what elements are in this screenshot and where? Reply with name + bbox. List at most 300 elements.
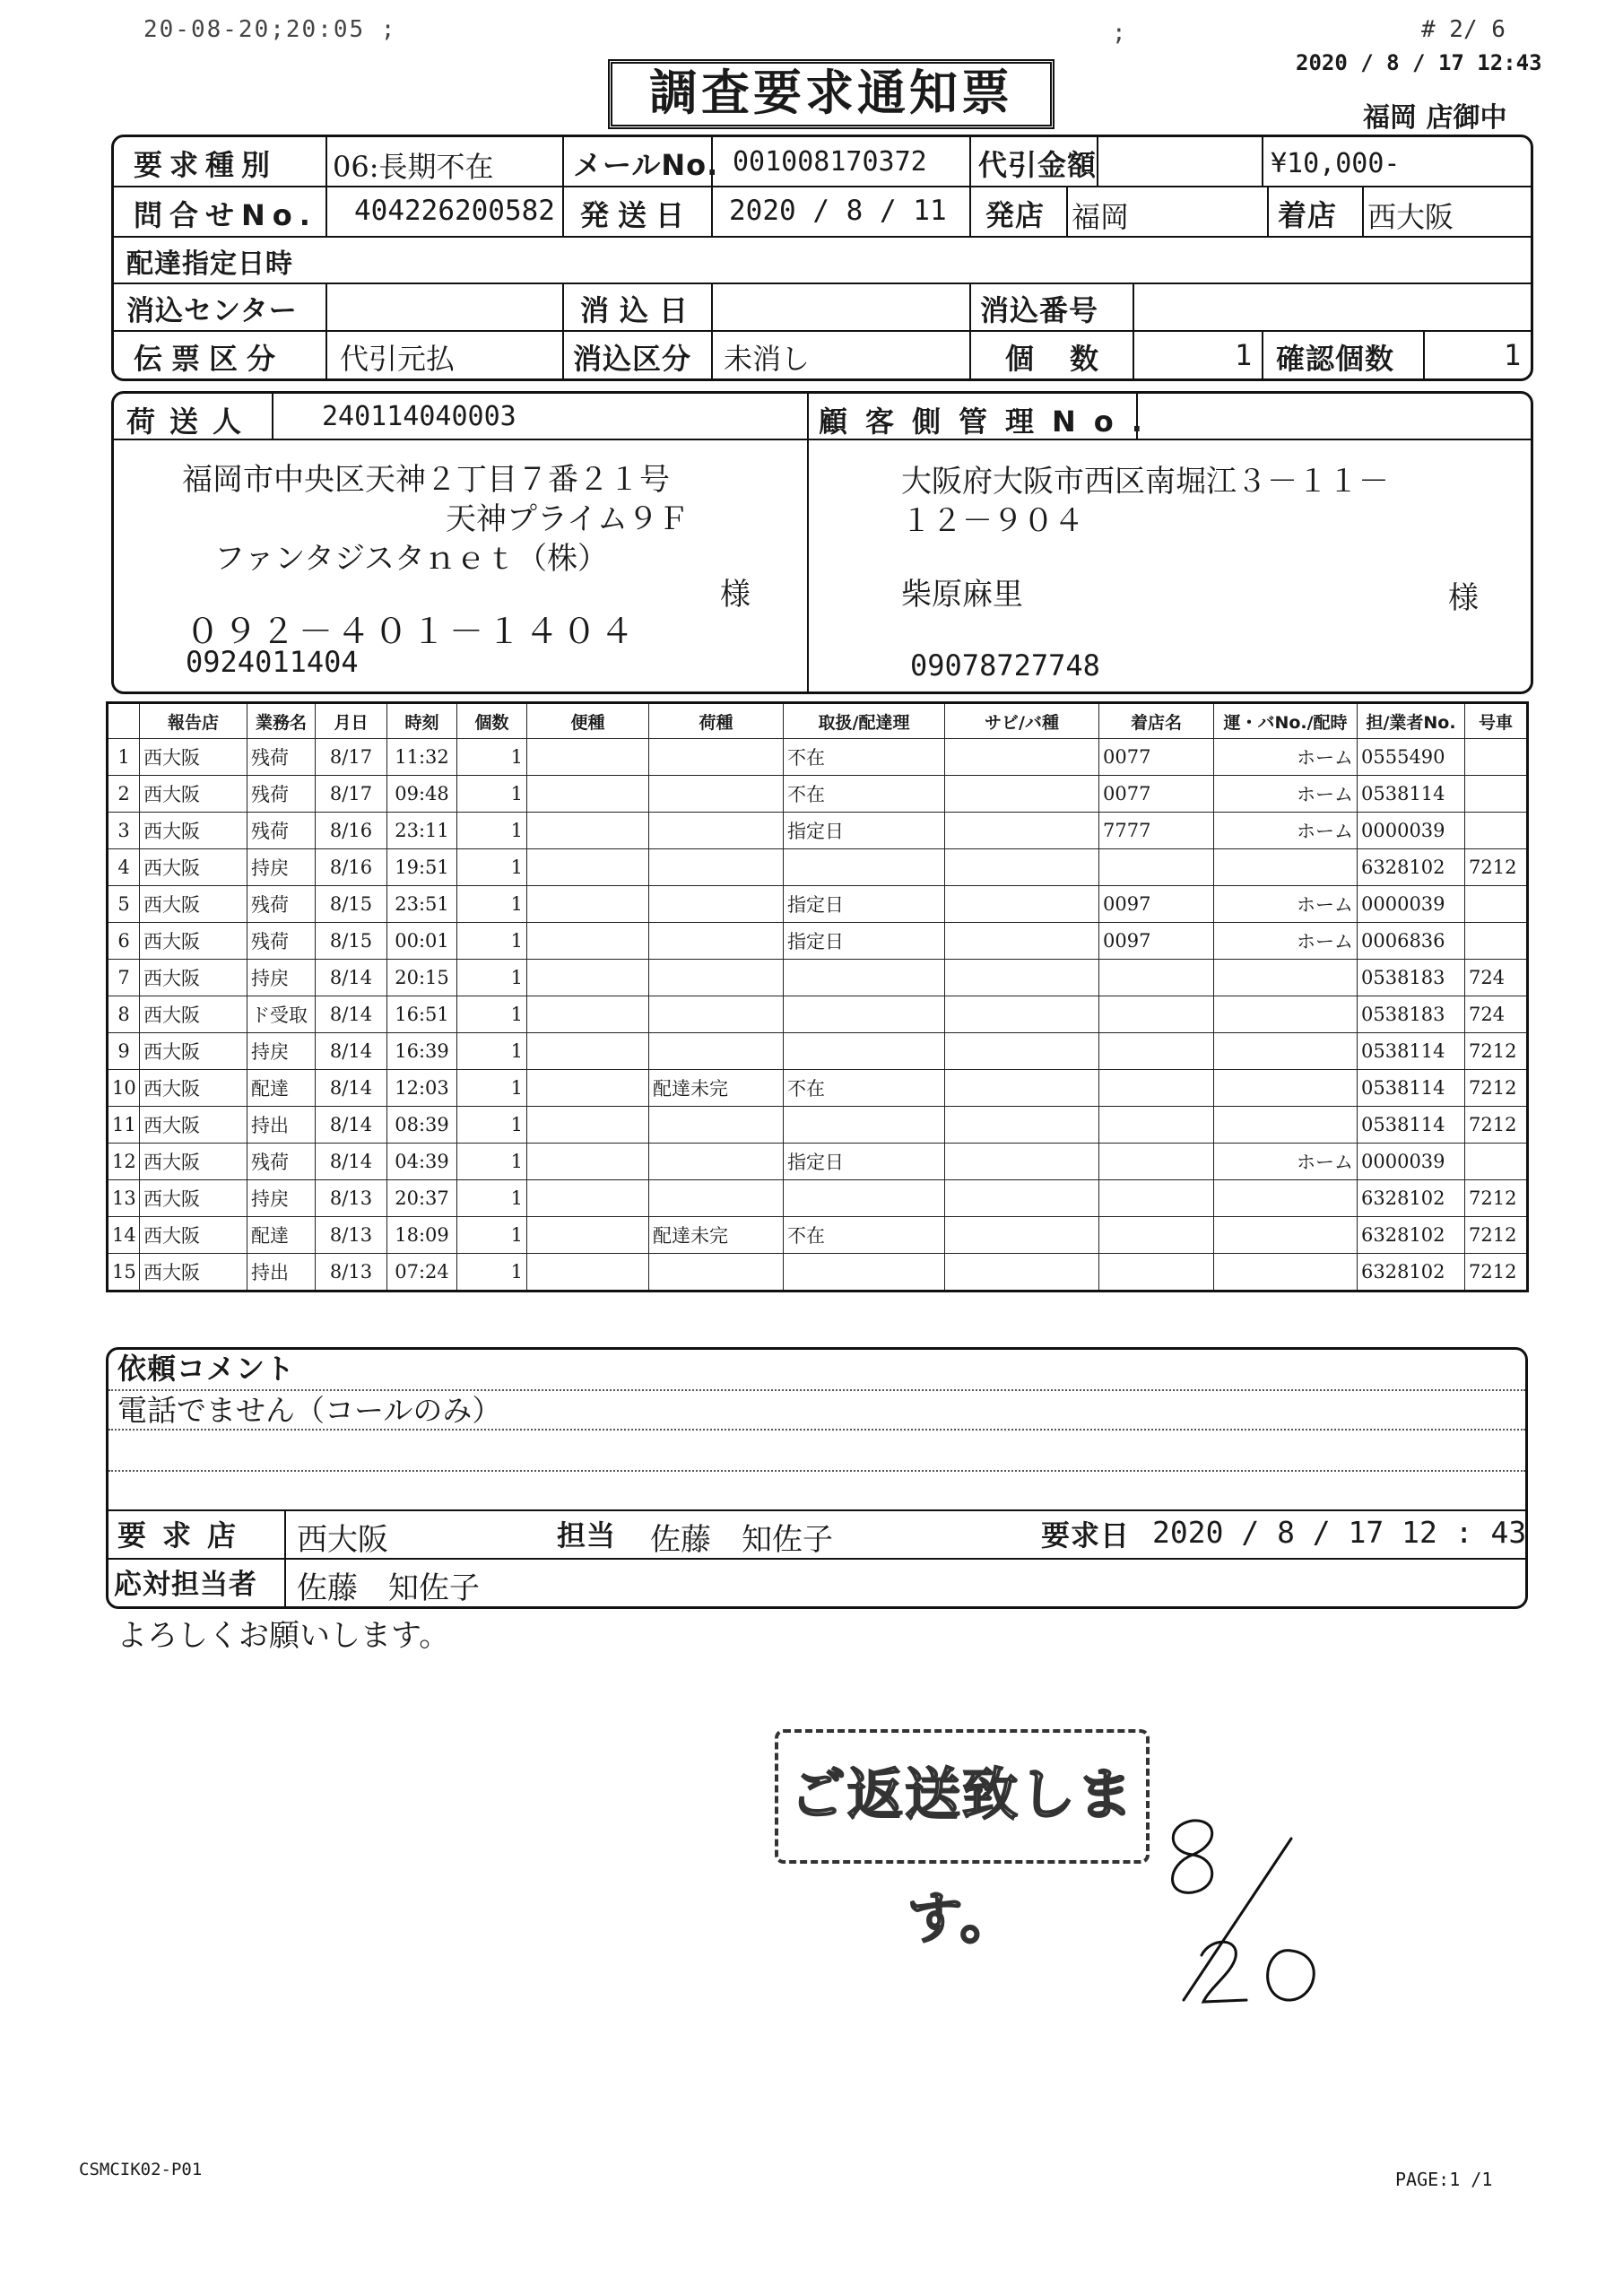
slip-type-label: 伝票区分 [134, 342, 285, 376]
table-cell [649, 996, 784, 1033]
table-cell [945, 1070, 1099, 1107]
table-cell: 8/17 [316, 739, 387, 776]
table-cell [1214, 1107, 1358, 1144]
table-cell [527, 996, 649, 1033]
table-cell: 残荷 [247, 923, 316, 960]
table-cell [1099, 1217, 1214, 1254]
table-cell [1465, 739, 1528, 776]
table-cell: 配達未完 [649, 1070, 784, 1107]
table-cell [527, 813, 649, 849]
table-row [108, 739, 1528, 776]
table-header-cell: 荷種 [649, 703, 784, 739]
table-cell: 指定日 [784, 813, 945, 849]
table-cell: 1 [457, 1033, 527, 1070]
table-cell [1099, 1070, 1214, 1107]
table-cell: 11:32 [387, 739, 457, 776]
closing-note: よろしくお願いします。 [117, 1618, 450, 1654]
table-header-cell: サビ/バ種 [945, 703, 1099, 739]
shipper-name: ファンタジスタｎｅｔ（株） [214, 541, 608, 577]
table-cell: 20:15 [387, 960, 457, 996]
table-cell [527, 1070, 649, 1107]
table-cell [1214, 1217, 1358, 1254]
table-cell: 西大阪 [140, 996, 247, 1033]
table-cell: ホーム [1214, 739, 1358, 776]
origin-store-value: 福岡 [1072, 200, 1130, 234]
shipper-code: 240114040003 [322, 401, 516, 432]
table-cell: 西大阪 [140, 886, 247, 923]
table-cell [945, 739, 1099, 776]
table-row [108, 960, 1528, 996]
table-row [108, 1033, 1528, 1070]
table-cell: 0538114 [1358, 1070, 1465, 1107]
table-cell: ホーム [1214, 776, 1358, 813]
shipper-honorific: 様 [720, 577, 751, 613]
table-cell: 7 [108, 960, 140, 996]
table-cell [1099, 1033, 1214, 1070]
table-cell: 6328102 [1358, 849, 1465, 886]
cod-amount-label: 代引金額 [978, 148, 1098, 182]
fax-transmission-line: 20-08-20;20:05 ; [143, 16, 397, 43]
table-cell: 持出 [247, 1254, 316, 1292]
confirm-count-value: 1 [1504, 338, 1522, 372]
table-cell [1214, 1254, 1358, 1292]
table-cell: 西大阪 [140, 1217, 247, 1254]
table-cell: 1 [457, 996, 527, 1033]
consignee-phone: 09078727748 [910, 648, 1100, 683]
request-comment-label: 依頼コメント [117, 1352, 296, 1386]
table-cell: 6328102 [1358, 1180, 1465, 1217]
table-cell [527, 1217, 649, 1254]
request-type-value: 06:長期不在 [333, 150, 494, 184]
table-cell: 0000039 [1358, 1144, 1465, 1180]
table-cell [1099, 996, 1214, 1033]
table-cell: ホーム [1214, 886, 1358, 923]
table-cell: 持戻 [247, 849, 316, 886]
table-cell: 1 [457, 1144, 527, 1180]
table-cell: 不在 [784, 1070, 945, 1107]
fax-separator: ; [1112, 20, 1126, 47]
request-comment-line1: 電話でません（コールのみ） [117, 1393, 502, 1428]
table-cell [649, 1107, 784, 1144]
table-cell: 8/17 [316, 776, 387, 813]
table-cell [1099, 1254, 1214, 1292]
clear-type-label: 消込区分 [573, 342, 692, 376]
table-cell: 8/15 [316, 923, 387, 960]
table-cell [649, 1180, 784, 1217]
table-cell: ホーム [1214, 923, 1358, 960]
table-cell: 04:39 [387, 1144, 457, 1180]
table-cell: 不在 [784, 739, 945, 776]
table-cell: 配達 [247, 1217, 316, 1254]
table-row [108, 1217, 1528, 1254]
table-cell: 8/16 [316, 813, 387, 849]
table-cell [1214, 996, 1358, 1033]
table-cell [1214, 960, 1358, 996]
table-cell: 18:09 [387, 1217, 457, 1254]
table-cell: 16:51 [387, 996, 457, 1033]
table-cell [527, 739, 649, 776]
table-row [108, 1144, 1528, 1180]
delivery-spec-label: 配達指定日時 [126, 248, 293, 280]
table-cell: 6 [108, 923, 140, 960]
table-cell: ホーム [1214, 813, 1358, 849]
table-row [108, 1107, 1528, 1144]
table-cell: 7212 [1465, 1070, 1528, 1107]
table-cell: 7212 [1465, 849, 1528, 886]
table-cell [1214, 1070, 1358, 1107]
table-cell: 西大阪 [140, 1254, 247, 1292]
table-header-cell: 着店名 [1099, 703, 1214, 739]
table-cell: 西大阪 [140, 1144, 247, 1180]
table-cell: 持戻 [247, 1180, 316, 1217]
table-header-cell: 便種 [527, 703, 649, 739]
table-cell: 8/16 [316, 849, 387, 886]
inquiry-no-label: 問合せNo. [134, 198, 317, 232]
count-label: 個数 [1005, 342, 1135, 376]
table-cell: 12 [108, 1144, 140, 1180]
table-cell [1214, 1033, 1358, 1070]
table-cell: 西大阪 [140, 1070, 247, 1107]
shipper-address-line2: 天神プライム９Ｆ [446, 501, 689, 537]
tracking-log-table [106, 701, 1529, 1292]
request-date-value: 2020 / 8 / 17 12 : 43 [1152, 1515, 1527, 1550]
table-row [108, 886, 1528, 923]
table-cell: 19:51 [387, 849, 457, 886]
responder-label: 応対担当者 [114, 1569, 257, 1601]
table-cell: 1 [457, 849, 527, 886]
table-cell: 6328102 [1358, 1217, 1465, 1254]
table-row [108, 849, 1528, 886]
table-cell [649, 776, 784, 813]
table-cell: 0097 [1099, 886, 1214, 923]
table-cell: 5 [108, 886, 140, 923]
table-cell: 1 [457, 886, 527, 923]
table-cell: 残荷 [247, 1144, 316, 1180]
table-cell: 1 [457, 1254, 527, 1292]
ship-date-label: 発送日 [580, 198, 694, 232]
table-cell [1214, 849, 1358, 886]
table-cell: 14 [108, 1217, 140, 1254]
table-cell [784, 960, 945, 996]
table-cell: 残荷 [247, 776, 316, 813]
table-cell [945, 1254, 1099, 1292]
table-row [108, 813, 1528, 849]
table-cell [527, 1180, 649, 1217]
table-cell: 09:48 [387, 776, 457, 813]
table-cell [649, 1254, 784, 1292]
table-cell: 8/15 [316, 886, 387, 923]
table-cell: 8 [108, 996, 140, 1033]
request-date-label: 要求日 [1041, 1518, 1131, 1552]
table-cell [945, 849, 1099, 886]
table-header-cell: 時刻 [387, 703, 457, 739]
table-cell [649, 1144, 784, 1180]
table-cell: 1 [457, 1217, 527, 1254]
table-cell [649, 886, 784, 923]
table-cell: 西大阪 [140, 1033, 247, 1070]
table-cell [945, 1033, 1099, 1070]
consignee-honorific: 様 [1448, 580, 1479, 616]
table-cell: 指定日 [784, 886, 945, 923]
table-cell: 724 [1465, 960, 1528, 996]
table-cell: 1 [457, 960, 527, 996]
table-row [108, 1070, 1528, 1107]
clear-no-label: 消込番号 [980, 293, 1099, 327]
table-cell: 0538114 [1358, 1107, 1465, 1144]
table-cell [1465, 813, 1528, 849]
staff-label: 担当 [557, 1518, 617, 1552]
table-cell: 8/13 [316, 1217, 387, 1254]
table-cell [784, 849, 945, 886]
table-cell: 0000039 [1358, 886, 1465, 923]
table-cell [527, 776, 649, 813]
table-cell: 11 [108, 1107, 140, 1144]
confirm-count-label: 確認個数 [1276, 342, 1395, 376]
table-cell: 7212 [1465, 1217, 1528, 1254]
table-cell: 7212 [1465, 1107, 1528, 1144]
table-cell [1465, 776, 1528, 813]
clear-type-value: 未消し [724, 342, 811, 376]
table-cell: 724 [1465, 996, 1528, 1033]
table-cell: 西大阪 [140, 1107, 247, 1144]
table-cell [527, 960, 649, 996]
table-cell [649, 849, 784, 886]
table-header-cell: 月日 [316, 703, 387, 739]
table-cell: 2 [108, 776, 140, 813]
destination-store-label: 着店 [1278, 198, 1338, 232]
inquiry-no-value: 404226200582 [354, 195, 555, 227]
table-row [108, 1180, 1528, 1217]
form-id: CSMCIK02-P01 [79, 2160, 203, 2179]
table-cell: 不在 [784, 1217, 945, 1254]
table-header-cell: 個数 [457, 703, 527, 739]
table-cell: 3 [108, 813, 140, 849]
table-cell: 8/14 [316, 960, 387, 996]
table-cell: 0006836 [1358, 923, 1465, 960]
table-cell: 持戻 [247, 1033, 316, 1070]
table-cell [649, 1033, 784, 1070]
table-cell [1465, 1144, 1528, 1180]
table-cell [784, 1033, 945, 1070]
table-row [108, 923, 1528, 960]
table-cell: 西大阪 [140, 776, 247, 813]
table-cell: 23:11 [387, 813, 457, 849]
table-cell: ホーム [1214, 1144, 1358, 1180]
table-cell: 指定日 [784, 923, 945, 960]
table-header-cell [108, 703, 140, 739]
table-cell: 0555490 [1358, 739, 1465, 776]
customer-mgmt-no-label: 顧客側管理No. [819, 404, 1160, 439]
table-cell [784, 996, 945, 1033]
return-stamp: ご返送致します。 [775, 1729, 1150, 1864]
address-box [111, 391, 1533, 694]
table-cell [784, 1180, 945, 1217]
page-number: PAGE:1 /1 [1395, 2169, 1493, 2190]
table-cell: 10 [108, 1070, 140, 1107]
table-cell [1099, 1144, 1214, 1180]
table-cell: 0097 [1099, 923, 1214, 960]
table-cell: 8/14 [316, 1033, 387, 1070]
staff-value: 佐藤 知佐子 [650, 1522, 833, 1558]
addressee-store: 福岡 店御中 [1363, 102, 1507, 134]
table-cell: 8/14 [316, 1070, 387, 1107]
table-cell [945, 996, 1099, 1033]
table-cell: 8/14 [316, 1107, 387, 1144]
table-cell [649, 739, 784, 776]
table-cell: 西大阪 [140, 1180, 247, 1217]
table-cell: 1 [457, 923, 527, 960]
table-cell [784, 1107, 945, 1144]
table-cell: 7777 [1099, 813, 1214, 849]
table-cell [527, 1144, 649, 1180]
requesting-store-value: 西大阪 [297, 1522, 388, 1558]
table-cell: 0077 [1099, 739, 1214, 776]
document-title: 調査要求通知票 [608, 59, 1055, 129]
table-cell: 0538183 [1358, 996, 1465, 1033]
table-cell: 配達 [247, 1070, 316, 1107]
table-cell [649, 813, 784, 849]
request-type-label: 要求種別 [134, 148, 278, 182]
table-cell: 持出 [247, 1107, 316, 1144]
table-cell [945, 813, 1099, 849]
requesting-store-label: 要求店 [117, 1518, 253, 1552]
request-info-box [111, 135, 1533, 381]
table-cell: 配達未完 [649, 1217, 784, 1254]
comment-box [106, 1347, 1528, 1609]
shipper-address-line1: 福岡市中央区天神２丁目７番２１号 [182, 462, 670, 498]
table-cell: 4 [108, 849, 140, 886]
slip-type-value: 代引元払 [340, 342, 456, 376]
table-cell [1099, 849, 1214, 886]
table-cell: 西大阪 [140, 849, 247, 886]
table-cell: 1 [457, 1107, 527, 1144]
responder-value: 佐藤 知佐子 [297, 1570, 480, 1606]
table-header-cell: 取扱/配達理 [784, 703, 945, 739]
table-cell [1465, 923, 1528, 960]
table-cell: 7212 [1465, 1180, 1528, 1217]
table-cell: 20:37 [387, 1180, 457, 1217]
mail-no-label: メールNo. [573, 148, 719, 182]
table-header-cell: 業務名 [247, 703, 316, 739]
count-value: 1 [1235, 338, 1253, 372]
shipper-label: 荷送人 [126, 404, 256, 439]
clear-date-label: 消込日 [580, 293, 699, 327]
table-cell: 1 [457, 813, 527, 849]
table-cell: 08:39 [387, 1107, 457, 1144]
table-cell: 持戻 [247, 960, 316, 996]
table-header-cell: 担/業者No. [1358, 703, 1465, 739]
table-cell: 残荷 [247, 739, 316, 776]
table-cell [945, 776, 1099, 813]
table-cell: 6328102 [1358, 1254, 1465, 1292]
table-cell: 0077 [1099, 776, 1214, 813]
table-cell: 西大阪 [140, 923, 247, 960]
table-cell [945, 1144, 1099, 1180]
table-cell [945, 923, 1099, 960]
table-cell [649, 960, 784, 996]
table-cell [649, 923, 784, 960]
print-datetime: 2020 / 8 / 17 12:43 [1296, 50, 1542, 75]
table-cell [527, 886, 649, 923]
ship-date-value: 2020 / 8 / 11 [729, 195, 947, 227]
shipper-phone-formatted: ０９２－４０１－１４０４ [186, 612, 638, 651]
table-cell [1099, 960, 1214, 996]
cod-amount-value: ¥10,000- [1271, 148, 1401, 179]
fax-page-counter: # 2/ 6 [1421, 16, 1506, 43]
clear-center-label: 消込センター [126, 295, 298, 327]
table-cell: 1 [457, 1070, 527, 1107]
table-cell [1099, 1180, 1214, 1217]
table-cell: 7212 [1465, 1033, 1528, 1070]
table-header-cell: 号車 [1465, 703, 1528, 739]
table-header-cell: 報告店 [140, 703, 247, 739]
consignee-address-line1: 大阪府大阪市西区南堀江３－１１－ [901, 464, 1389, 500]
consignee-name: 柴原麻里 [901, 577, 1023, 613]
table-cell: 0000039 [1358, 813, 1465, 849]
table-cell [1214, 1180, 1358, 1217]
table-cell [945, 1180, 1099, 1217]
table-cell: 0538183 [1358, 960, 1465, 996]
table-cell [945, 886, 1099, 923]
table-cell [945, 1217, 1099, 1254]
table-cell [527, 923, 649, 960]
table-cell [527, 849, 649, 886]
table-cell: 1 [457, 776, 527, 813]
table-cell [527, 1107, 649, 1144]
table-cell [1465, 886, 1528, 923]
table-cell: 8/13 [316, 1180, 387, 1217]
table-cell: ド受取 [247, 996, 316, 1033]
table-cell: 残荷 [247, 813, 316, 849]
table-cell [527, 1254, 649, 1292]
table-cell: 15 [108, 1254, 140, 1292]
handwritten-date-8-20 [1157, 1803, 1354, 2018]
table-header-row [108, 703, 1528, 739]
table-cell [1099, 1107, 1214, 1144]
table-cell [527, 1033, 649, 1070]
destination-store-value: 西大阪 [1367, 200, 1454, 234]
table-cell: 0538114 [1358, 1033, 1465, 1070]
table-cell: 8/13 [316, 1254, 387, 1292]
table-cell: 残荷 [247, 886, 316, 923]
table-cell: 指定日 [784, 1144, 945, 1180]
table-cell: 00:01 [387, 923, 457, 960]
table-cell: 16:39 [387, 1033, 457, 1070]
table-cell [945, 960, 1099, 996]
table-cell: 1 [108, 739, 140, 776]
table-cell: 1 [457, 739, 527, 776]
table-cell [945, 1107, 1099, 1144]
table-cell: 西大阪 [140, 960, 247, 996]
table-cell: 9 [108, 1033, 140, 1070]
consignee-address-line2: １２－９０４ [901, 503, 1084, 539]
table-cell: 12:03 [387, 1070, 457, 1107]
table-cell: 7212 [1465, 1254, 1528, 1292]
table-cell: 不在 [784, 776, 945, 813]
table-header-cell: 運・バNo./配時 [1214, 703, 1358, 739]
table-cell: 23:51 [387, 886, 457, 923]
table-cell: 0538114 [1358, 776, 1465, 813]
table-cell: 西大阪 [140, 813, 247, 849]
origin-store-label: 発店 [985, 198, 1046, 232]
table-cell: 西大阪 [140, 739, 247, 776]
table-row [108, 1254, 1528, 1292]
table-cell: 8/14 [316, 1144, 387, 1180]
table-row [108, 776, 1528, 813]
shipper-phone-raw: 0924011404 [186, 645, 359, 679]
mail-no-value: 001008170372 [733, 146, 927, 178]
table-row [108, 996, 1528, 1033]
